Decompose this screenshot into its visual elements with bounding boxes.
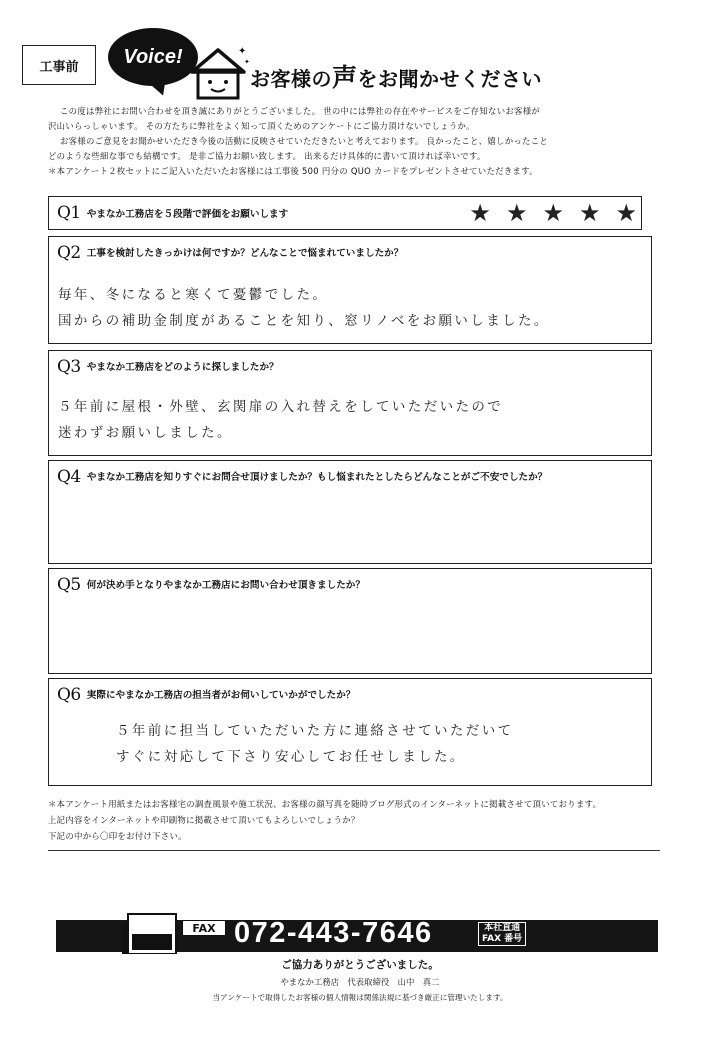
fax-side-label	[478, 922, 526, 946]
privacy-notice: 当アンケートで取得したお客様の個人情報は関係法規に基づき厳正に管理いたします。	[212, 993, 508, 1002]
question-text: やまなか工務店を知りすぐにお問合せ頂けましたか？もし悩まれたとしたらどんなことがご不安でしたか？	[86, 472, 548, 483]
question-q4	[48, 460, 652, 564]
footnote-line: 下記の中から〇印をお付け下さい。	[48, 831, 187, 841]
svg-text:✦: ✦	[238, 46, 247, 57]
intro-line: ＊本アンケート２枚セットにご記入いただいたお客様には工事後 500 円分の QUO カードをプレゼントさせていただきます。	[48, 166, 538, 176]
question-text: やまなか工務店を５段階で評価をお願いします	[86, 209, 289, 220]
fax-number[interactable]: 072-443-7646	[234, 917, 433, 949]
answer-line: 国からの補助金制度があることを知り、窓リノベをお願いしました。	[58, 313, 550, 329]
svg-text:✦: ✦	[244, 58, 250, 66]
company-signature: やまなか工務店 代表取締役 山中 真二	[280, 977, 440, 987]
survey-title	[250, 58, 542, 94]
fax-machine-icon	[122, 910, 182, 954]
answer-line: 毎年、冬になると寒くて憂鬱でした。	[58, 287, 329, 303]
star-5-icon[interactable]: ★	[615, 199, 637, 227]
question-number: Q6	[57, 685, 81, 705]
title-part-2: をお聞かせください	[357, 67, 543, 91]
intro-line: 沢山いらっしゃいます。 その方たちに弊社をよく知って頂くためのアンケートにご協力頂けないでしょうか。	[48, 121, 475, 131]
star-rating[interactable]	[469, 198, 637, 228]
answer-line: 迷わずお願いしました。	[58, 425, 233, 441]
question-number: Q3	[57, 357, 81, 377]
answer-q3	[58, 394, 503, 446]
house-face-icon	[186, 44, 250, 102]
answer-line: ５年前に担当していただいた方に連絡させていただいて	[116, 723, 514, 739]
publication-consent-note	[48, 796, 688, 844]
answer-line: ５年前に屋根・外壁、玄関扉の入れ替えをしていただいたので	[58, 399, 504, 415]
fax-side-line: 本社直通	[484, 923, 521, 933]
divider	[48, 850, 660, 851]
question-text: 実際にやまなか工務店の担当者がお伺いしていかがでしたか？	[86, 690, 356, 701]
star-4-icon[interactable]: ★	[578, 199, 601, 227]
star-2-icon[interactable]: ★	[505, 199, 528, 227]
fax-side-line: FAX 番号	[482, 934, 523, 944]
question-number: Q5	[57, 575, 81, 595]
answer-line: すぐに対応して下さり安心してお任せしました。	[116, 749, 466, 765]
intro-line: どのような些細な事でも結構です。 是非ご協力お願い致します。 出来るだけ具体的に書いて頂ければ幸いです。	[48, 151, 486, 161]
intro-line: この度は弊社にお問い合わせを頂き誠にありがとうございました。 世の中には弊社の存在やサービスをご存知ないお客様が	[60, 106, 541, 116]
intro-paragraph	[48, 104, 678, 179]
intro-line: お客様のご意見をお聞かせいただき今後の活動に反映させていただきたいと考えております。 良かったこと、嬉しかったこと	[60, 136, 549, 146]
star-3-icon[interactable]: ★	[542, 199, 564, 227]
question-text: やまなか工務店をどのように探しましたか？	[86, 362, 279, 373]
thanks-message: ご協力ありがとうございました。	[281, 959, 439, 971]
pre-construction-tag: 工事前	[22, 45, 96, 85]
question-number: Q2	[57, 243, 81, 263]
question-q1	[48, 196, 642, 230]
question-text: 工事を検討したきっかけは何ですか？どんなことで悩まれていましたか？	[86, 248, 404, 259]
footnote-line: 上記内容をインターネットや印刷物に掲載させて頂いてもよろしいでしょうか？	[48, 815, 360, 825]
fax-label: FAX	[182, 920, 226, 936]
star-1-icon[interactable]: ★	[469, 199, 491, 227]
title-part-1: お客様の	[250, 67, 332, 91]
title-voice-character: 声	[332, 63, 358, 92]
question-text: 何が決め手となりやまなか工務店にお問い合わせ頂きましたか？	[86, 580, 365, 591]
question-number: Q4	[57, 467, 81, 487]
question-number: Q1	[57, 203, 81, 223]
answer-q6	[116, 718, 514, 770]
question-q5	[48, 568, 652, 674]
voice-speech-bubble: Voice!	[108, 28, 198, 86]
footnote-line: ＊本アンケート用紙またはお客様宅の調査風景や施工状況、お客様の顔写真を随時ブログ形式のインターネットに掲載させて頂いております。	[48, 799, 602, 809]
answer-q2	[58, 282, 550, 334]
